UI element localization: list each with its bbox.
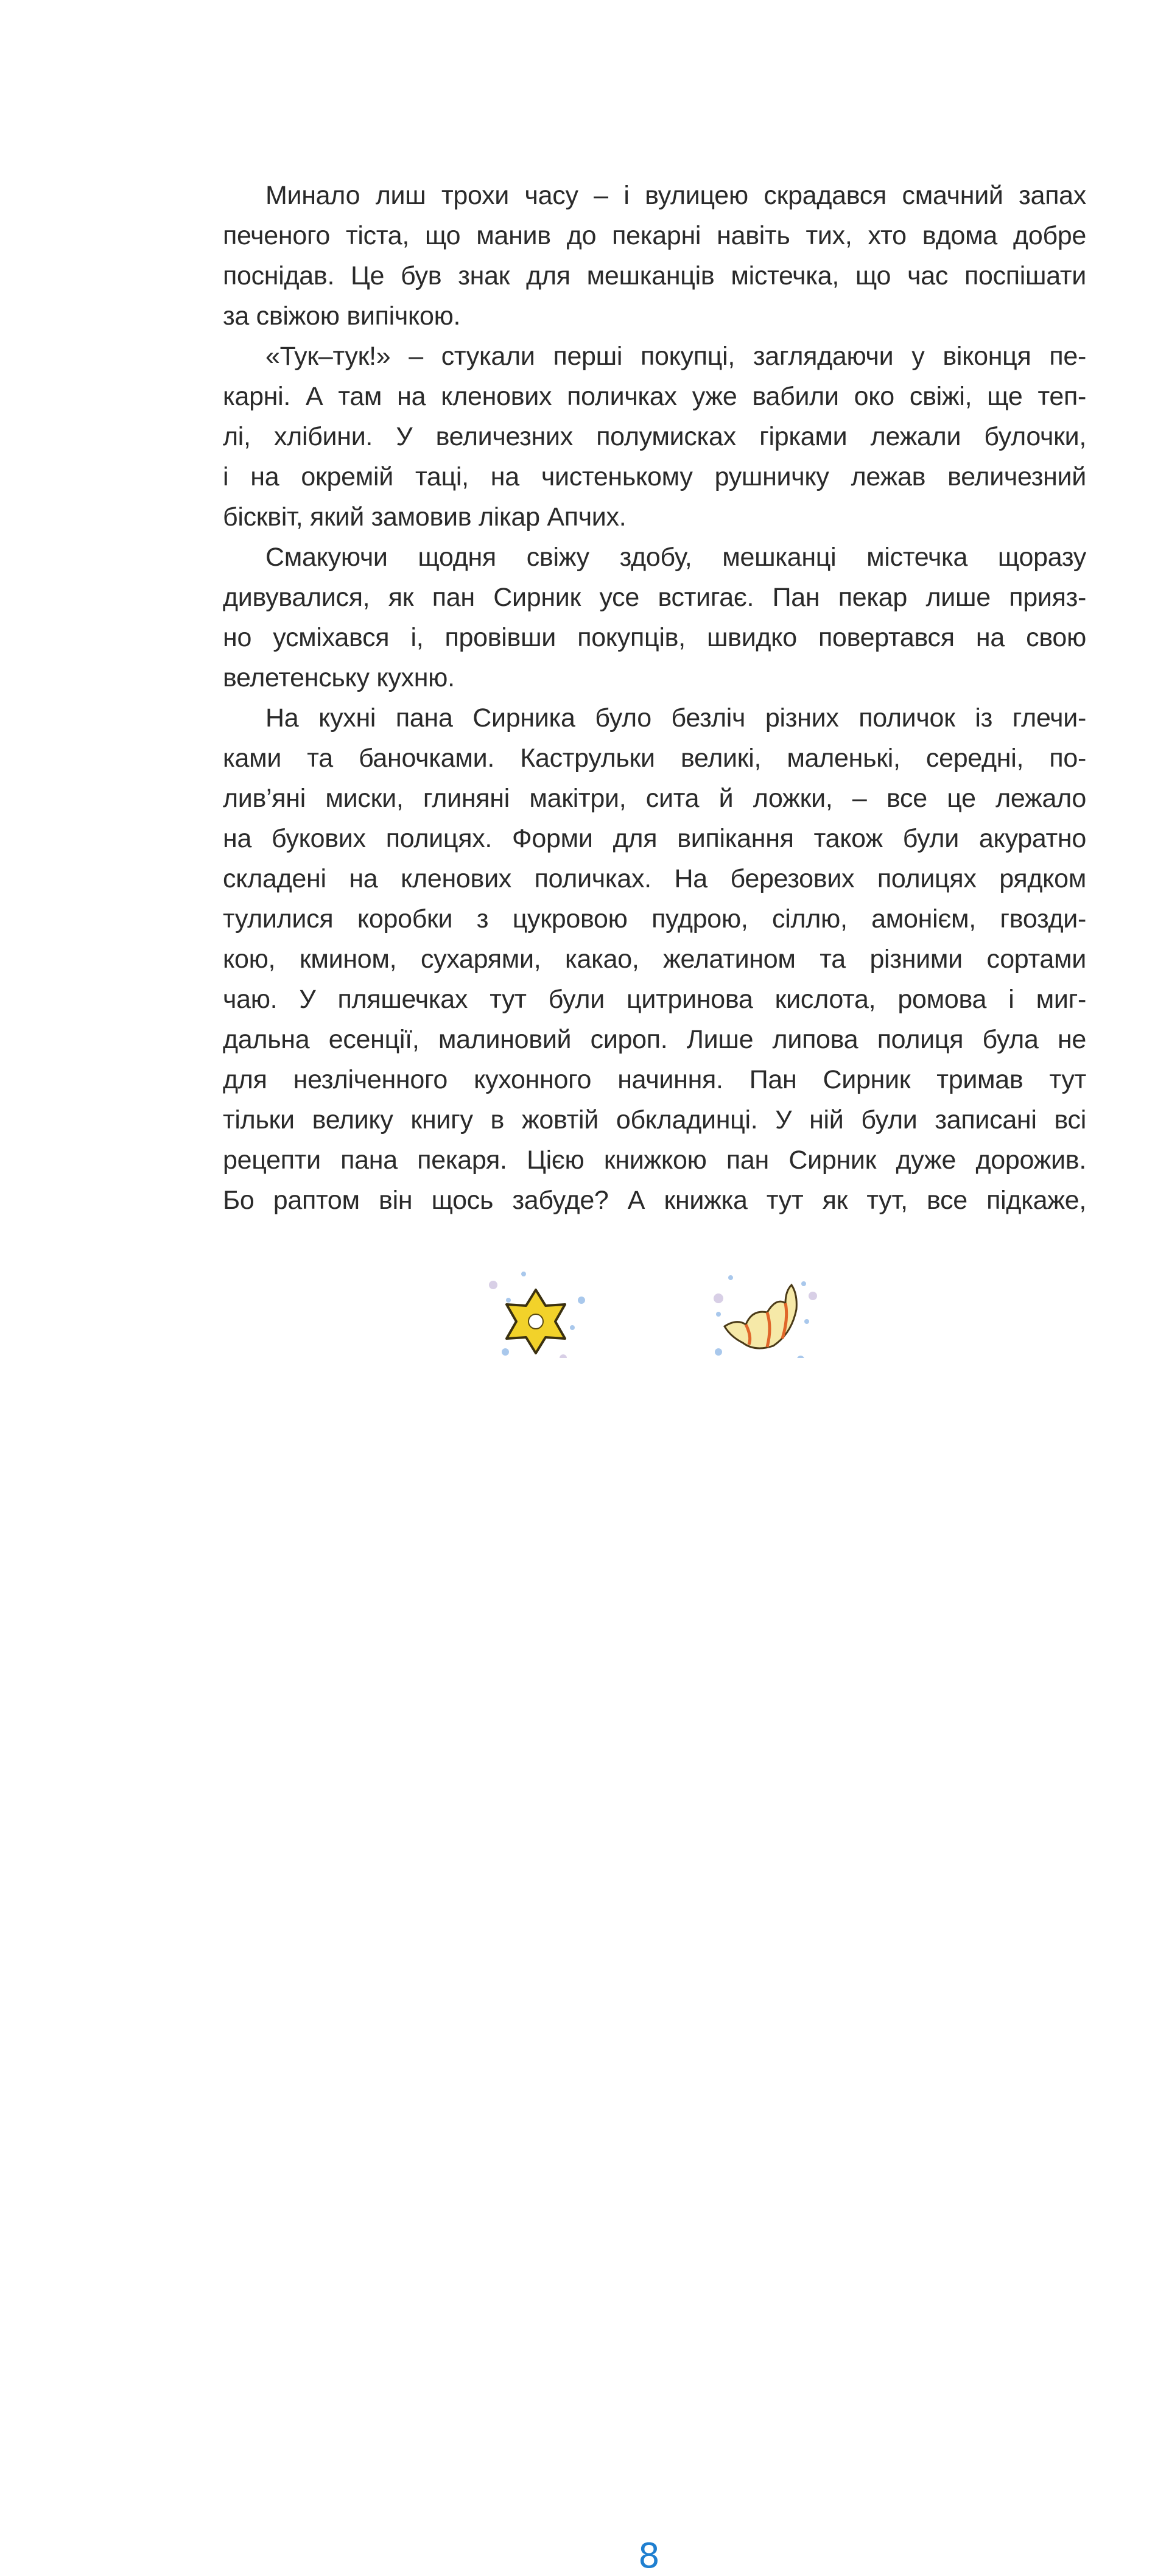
text-line: за свіжою випічкою.: [223, 301, 461, 331]
page-footer: [0, 1255, 1169, 2576]
text-line: лив’яні миски, глиняні макітри, сита й ложки, – все це лежало: [223, 784, 1086, 813]
text-line: дальна есенції, малиновий сироп. Лише липова полиця була не: [223, 1025, 1086, 1054]
text-line: тільки велику книгу в жовтій обкладинці. У ній були записані всі: [223, 1105, 1086, 1135]
page-number: 8: [638, 2536, 660, 2576]
text-line: карні. А там на кленових поличках уже вабили око свіжі, ще теп-: [223, 382, 1086, 411]
text-line: велетенську кухню.: [223, 663, 455, 692]
text-line: «Тук–тук!» – стукали перші покупці, заглядаючи у віконця пе-: [265, 342, 1086, 371]
paragraph: [223, 336, 1086, 537]
star-cookie-icon: [481, 1267, 591, 1358]
text-line: но усміхався і, провівши покупців, швидко повертався на свою: [223, 623, 1086, 652]
text-line: лі, хлібини. У величезних полумисках гірками лежали булочки,: [223, 422, 1086, 451]
text-line: на букових полицях. Форми для випікання також були акуратно: [223, 824, 1086, 853]
paragraph: [223, 698, 1086, 1220]
text-line: рецепти пана пекаря. Цією книжкою пан Сирник дуже дорожив.: [223, 1145, 1086, 1175]
text-line: Минало лиш трохи часу – і вулицею скрадався смачний запах: [265, 181, 1086, 210]
text-line: чаю. У пляшечках тут були цитринова кислота, ромова і миг-: [223, 985, 1086, 1014]
text-line: печеного тіста, що манив до пекарні навіть тих, хто вдома добре: [223, 221, 1086, 250]
paragraph: [223, 537, 1086, 698]
croissant-icon: [700, 1267, 822, 1358]
text-line: Смакуючи щодня свіжу здобу, мешканці містечка щоразу: [265, 543, 1086, 572]
text-line: На кухні пана Сирника було безліч різних поличок із глечи-: [265, 703, 1086, 733]
text-line: для незліченного кухонного начиння. Пан Сирник тримав тут: [223, 1065, 1086, 1094]
text-line: поснідав. Це був знак для мешканців містечка, що час поспішати: [223, 261, 1086, 290]
text-line: Бо раптом він щось забуде? А книжка тут як тут, все підкаже,: [223, 1186, 1086, 1215]
page-body-text: [223, 175, 1086, 1220]
text-line: кою, кмином, сухарями, какао, желатином та різними сортами: [223, 945, 1086, 974]
text-line: і на окремій таці, на чистенькому рушничку лежав величезний: [223, 462, 1086, 491]
paragraph: [223, 175, 1086, 336]
text-line: бісквіт, який замовив лікар Апчих.: [223, 502, 627, 532]
text-line: тулилися коробки з цукровою пудрою, сіллю, амонієм, гвозди-: [223, 904, 1086, 934]
text-line: складені на кленових поличках. На березових полицях рядком: [223, 864, 1086, 893]
text-line: дивувалися, як пан Сирник усе встигає. Пан пекар лише прияз-: [223, 583, 1086, 612]
text-line: ками та баночками. Каструльки великі, маленькі, середні, по-: [223, 744, 1086, 773]
